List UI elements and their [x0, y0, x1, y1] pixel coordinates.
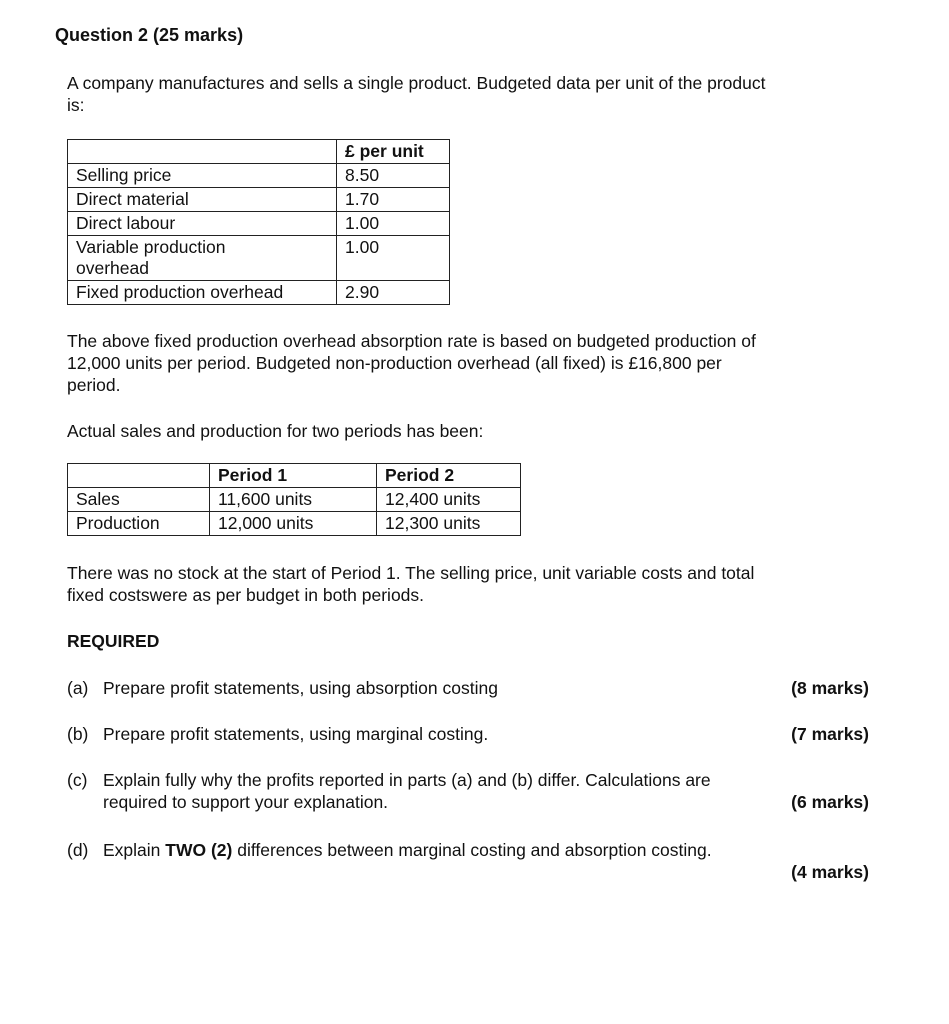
part-text: differences between marginal costing and absorption costing.: [232, 840, 712, 860]
header-empty-cell: [68, 464, 210, 488]
period-1-value: 11,600 units: [210, 488, 377, 512]
intro-line: A company manufactures and sells a single product. Budgeted data per unit of the product: [67, 73, 766, 93]
part-text: Explain: [103, 840, 166, 860]
paragraph-line: fixed costswere as per budget in both periods.: [67, 585, 425, 605]
header-empty-cell: [68, 140, 337, 164]
row-label: Fixed production overhead: [68, 281, 337, 305]
row-value: 8.50: [337, 164, 450, 188]
period-2-value: 12,400 units: [377, 488, 521, 512]
table-header-row: [68, 464, 521, 488]
intro-paragraph: [67, 72, 766, 116]
table-row: [68, 212, 450, 236]
period-2-header: Period 2: [377, 464, 521, 488]
part-label: (d): [67, 840, 89, 860]
question-title: Question 2 (25 marks): [55, 25, 244, 45]
part-label: (c): [67, 770, 88, 790]
paragraph-line: period.: [67, 375, 121, 395]
part-label: (a): [67, 678, 89, 698]
row-label: Sales: [68, 488, 210, 512]
part-text-bold: TWO (2): [165, 840, 233, 860]
part-d: [67, 839, 869, 885]
part-text: Prepare profit statements, using marginal costing.: [103, 724, 489, 744]
part-marks: (6 marks): [791, 792, 869, 812]
row-value: 2.90: [337, 281, 450, 305]
required-heading: REQUIRED: [67, 631, 160, 651]
table-row: [68, 488, 521, 512]
absorption-rate-paragraph: [67, 330, 756, 396]
part-marks: (7 marks): [791, 724, 869, 744]
table-row: [68, 236, 450, 281]
table-row: [68, 188, 450, 212]
part-marks: (4 marks): [791, 862, 869, 882]
label-line: overhead: [76, 258, 149, 278]
table-header-row: [68, 140, 450, 164]
part-b: [67, 723, 869, 745]
part-marks: (8 marks): [791, 678, 869, 698]
actual-sales-intro: Actual sales and production for two periods has been:: [67, 421, 484, 441]
stock-paragraph: [67, 562, 754, 606]
table-row: [68, 164, 450, 188]
per-unit-header: £ per unit: [337, 140, 450, 164]
period-table: [67, 463, 521, 536]
row-value: 1.00: [337, 212, 450, 236]
part-a: [67, 677, 869, 699]
part-text: required to support your explanation.: [103, 792, 389, 812]
part-text: Explain fully why the profits reported in parts (a) and (b) differ. Calculations are: [103, 770, 711, 790]
part-c: [67, 769, 869, 815]
row-label: [68, 236, 337, 281]
row-label: Direct material: [68, 188, 337, 212]
row-label: Direct labour: [68, 212, 337, 236]
row-label: Production: [68, 512, 210, 536]
cost-per-unit-table: [67, 139, 450, 305]
period-1-header: Period 1: [210, 464, 377, 488]
table-row: [68, 512, 521, 536]
intro-line: is:: [67, 95, 85, 115]
label-line: Variable production: [76, 237, 226, 257]
paragraph-line: The above fixed production overhead absorption rate is based on budgeted production of: [67, 331, 756, 351]
period-1-value: 12,000 units: [210, 512, 377, 536]
row-value: 1.70: [337, 188, 450, 212]
row-value: 1.00: [337, 236, 450, 281]
period-2-value: 12,300 units: [377, 512, 521, 536]
paragraph-line: There was no stock at the start of Period 1. The selling price, unit variable costs and total: [67, 563, 755, 583]
paragraph-line: 12,000 units per period. Budgeted non-production overhead (all fixed) is £16,800 per: [67, 353, 722, 373]
table-row: [68, 281, 450, 305]
part-text: Prepare profit statements, using absorption costing: [103, 678, 498, 698]
part-label: (b): [67, 724, 89, 744]
row-label: Selling price: [68, 164, 337, 188]
